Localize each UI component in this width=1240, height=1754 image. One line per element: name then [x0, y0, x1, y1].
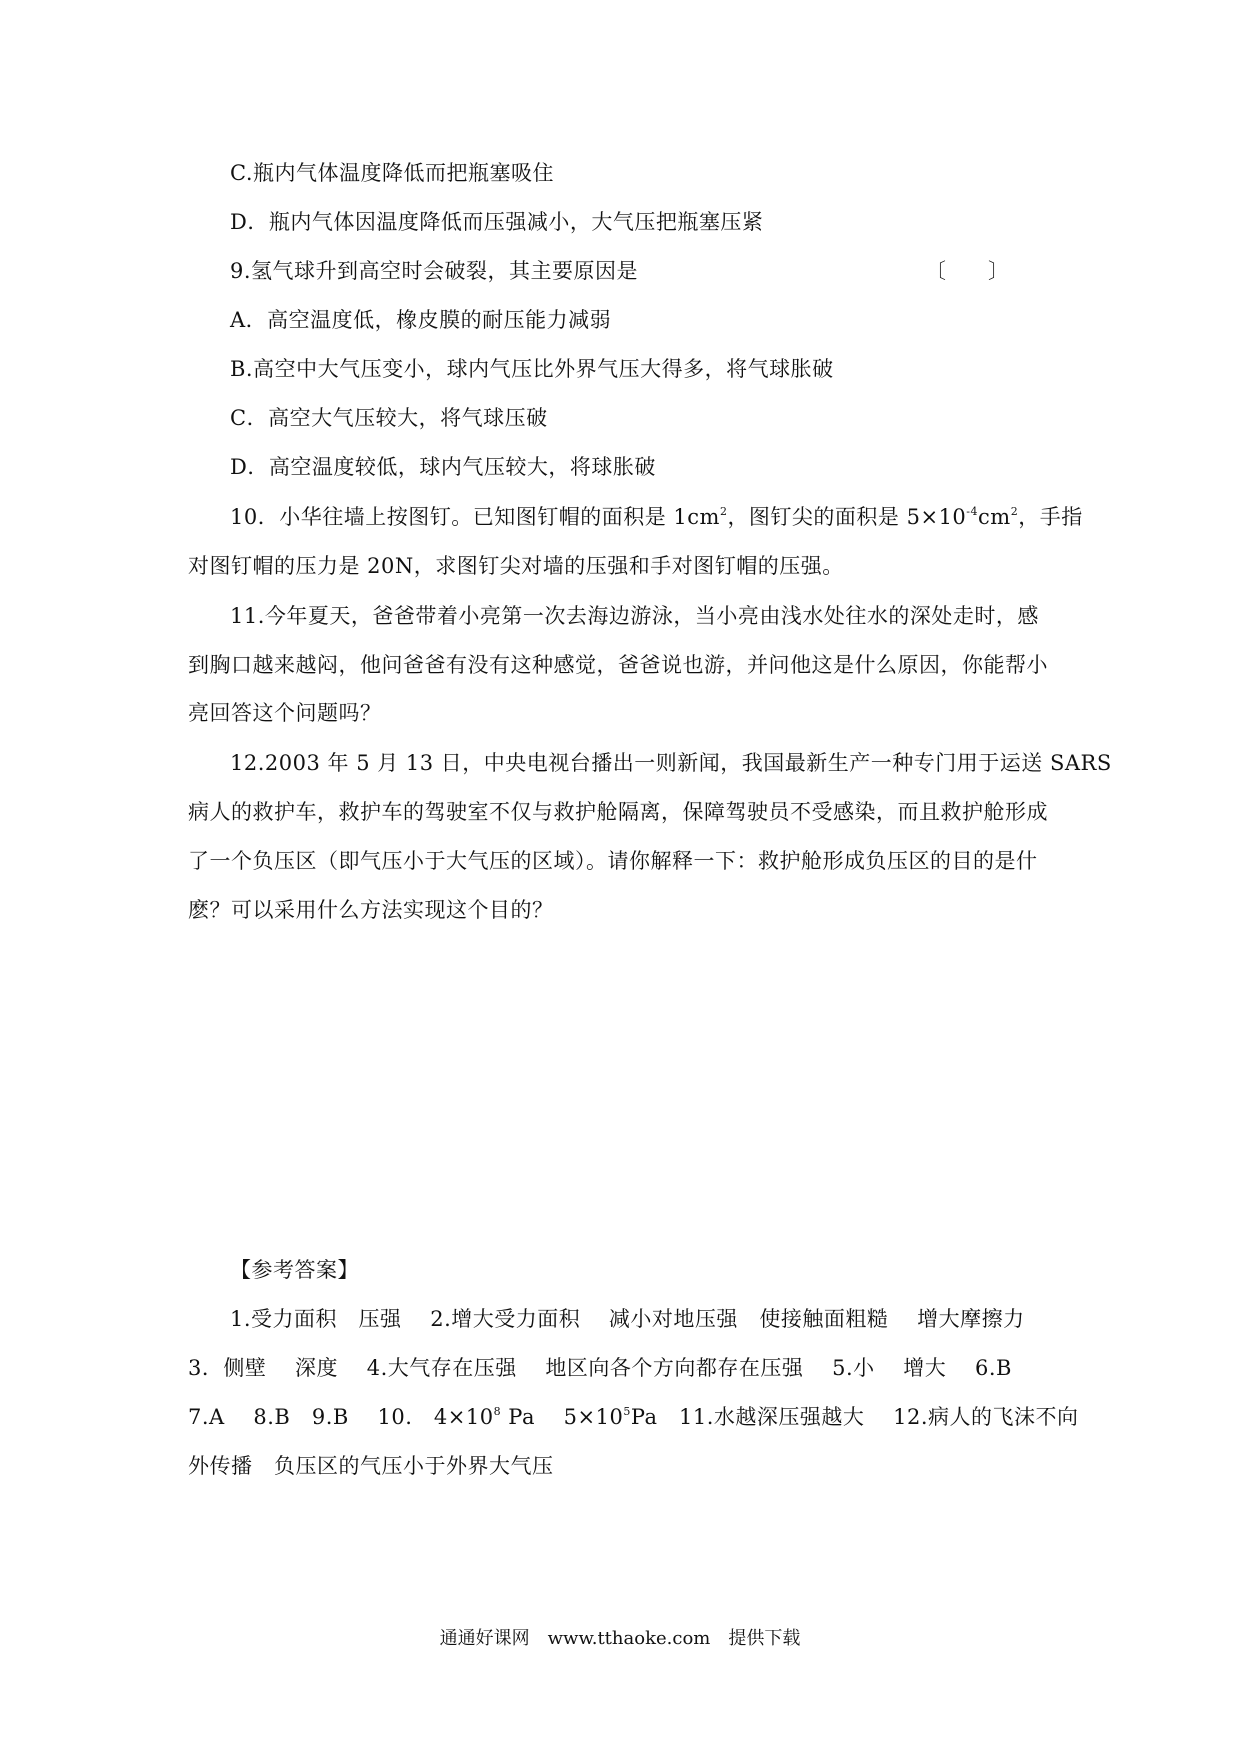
q11-line-1: 11.今年夏天，爸爸带着小亮第一次去海边游泳，当小亮由浅水处往水的深处走时，感	[230, 604, 1039, 628]
q10-line-2: 对图钉帽的压力是 20N，求图钉尖对墙的压强和手对图钉帽的压强。	[188, 554, 844, 578]
q9-stem: 9.氢气球升到高空时会破裂，其主要原因是	[230, 259, 639, 283]
answers-line-3-sup-1: 8	[493, 1405, 502, 1418]
q10-text-2: ，图钉尖的面积是 5×10	[727, 505, 967, 529]
q11-line-3: 亮回答这个问题吗？	[188, 701, 382, 725]
q9-option-b: B.高空中大气压变小，球内气压比外界气压大得多，将气球胀破	[230, 357, 834, 381]
q8-option-d: D．瓶内气体因温度降低而压强减小，大气压把瓶塞压紧	[230, 210, 764, 234]
answers-line-3-text-2: Pa 5×10	[501, 1405, 624, 1429]
q12-line-2: 病人的救护车，救护车的驾驶室不仅与救护舱隔离，保障驾驶员不受感染，而且救护舱形成	[188, 800, 1048, 824]
q11-line-2: 到胸口越来越闷，他问爸爸有没有这种感觉，爸爸说也游，并问他这是什么原因，你能帮小	[188, 653, 1048, 677]
answers-line-4: 外传播 负压区的气压小于外界大气压	[188, 1454, 554, 1478]
answers-line-2: 3．侧壁 深度 4.大气存在压强 地区向各个方向都存在压强 5.小 增大 6.B	[188, 1356, 1012, 1380]
q12-line-4: 麽？可以采用什么方法实现这个目的？	[188, 898, 554, 922]
q10-text-1: 10．小华往墙上按图钉。已知图钉帽的面积是 1cm	[230, 505, 720, 529]
answers-line-1: 1.受力面积 压强 2.增大受力面积 减小对地压强 使接触面粗糙 增大摩擦力	[230, 1307, 1025, 1331]
answers-line-3-sup-2: 5	[623, 1405, 631, 1418]
q10-line-1	[230, 502, 1083, 532]
answers-line-3	[188, 1402, 1079, 1432]
q9-option-a: A．高空温度低，橡皮膜的耐压能力减弱	[230, 308, 612, 332]
q9-answer-bracket: 〔 〕	[925, 259, 1009, 283]
page-footer: 通通好课网 www.tthaoke.com 提供下载	[439, 1628, 801, 1649]
q10-text-4: ，手指	[1018, 505, 1083, 529]
q9-option-c: C．高空大气压较大，将气球压破	[230, 406, 548, 430]
q12-line-1: 12.2003 年 5 月 13 日，中央电视台播出一则新闻，我国最新生产一种专门用于运送 SARS	[230, 751, 1112, 775]
q10-sup-2: -4	[966, 505, 979, 518]
q8-option-c: C.瓶内气体温度降低而把瓶塞吸住	[230, 161, 554, 185]
q12-line-3: 了一个负压区（即气压小于大气压的区域）。请你解释一下：救护舱形成负压区的目的是什	[188, 849, 1038, 873]
answers-line-3-text-3: Pa 11.水越深压强越大 12.病人的飞沫不向	[630, 1405, 1079, 1429]
answers-line-3-text-1: 7.A 8.B 9.B 10. 4×10	[188, 1405, 494, 1429]
q10-sup-3: 2	[1010, 505, 1019, 518]
q10-text-3: cm	[978, 505, 1011, 529]
answers-heading: 【参考答案】	[230, 1258, 359, 1282]
q10-sup-1: 2	[719, 505, 728, 518]
q9-option-d: D．高空温度较低，球内气压较大，将球胀破	[230, 455, 656, 479]
